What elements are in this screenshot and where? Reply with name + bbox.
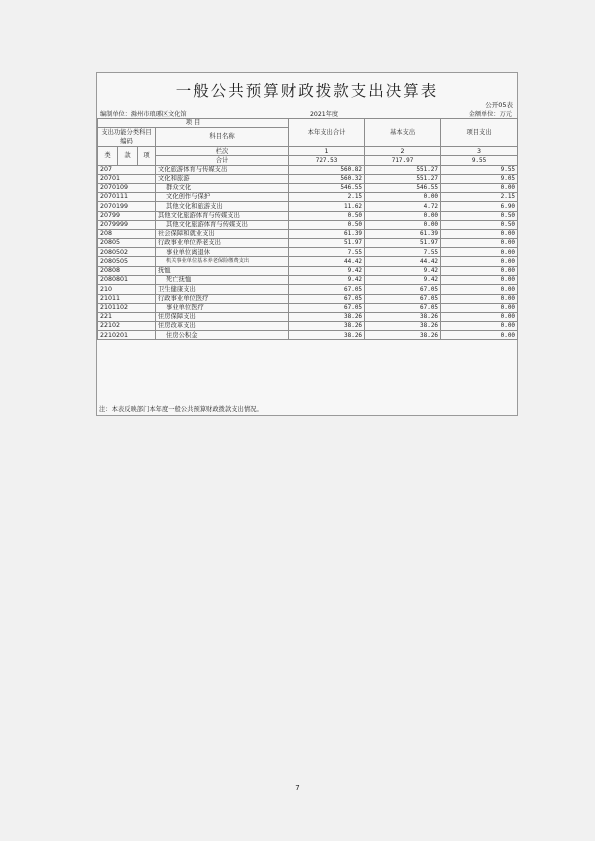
row-subject-name: [156, 202, 289, 211]
row-total: 9.42: [289, 276, 365, 285]
table-row: [98, 303, 518, 312]
table-row: [98, 285, 518, 294]
row-subject-name: [156, 248, 289, 257]
row-project: 0.00: [441, 183, 518, 192]
row-subject-name: [156, 229, 289, 238]
row-subject-name: [156, 183, 289, 192]
table-row: [98, 183, 518, 192]
page-title: 一般公共预算财政拨款支出决算表: [175, 82, 439, 100]
row-basic: 0.00: [365, 193, 441, 202]
row-total: 38.26: [289, 312, 365, 321]
header-col1: 1: [289, 147, 365, 156]
subject-name-text: 卫生健康支出: [158, 285, 196, 293]
table-row: [98, 294, 518, 303]
row-total: 67.05: [289, 285, 365, 294]
subject-name-text: 事业单位医疗: [166, 304, 204, 312]
header-func-code: 支出功能分类科目编码: [98, 128, 156, 147]
table-row: [98, 202, 518, 211]
table-row: [98, 220, 518, 229]
row-code: 2070199: [98, 202, 156, 211]
compiling-unit: 编制单位：滁州市琅琊区文化馆: [100, 111, 187, 118]
fiscal-year: 2021年度: [310, 111, 339, 118]
row-code: 20799: [98, 211, 156, 220]
row-code: 207: [98, 165, 156, 174]
row-project: 6.90: [441, 202, 518, 211]
row-total: 546.55: [289, 183, 365, 192]
row-project: 0.00: [441, 248, 518, 257]
row-code: 2070111: [98, 193, 156, 202]
row-total: 67.05: [289, 294, 365, 303]
row-total: 0.50: [289, 220, 365, 229]
row-basic: 67.05: [365, 285, 441, 294]
table-row: [98, 193, 518, 202]
table-row: [98, 174, 518, 183]
row-code: 22102: [98, 322, 156, 331]
row-subject-name: [156, 303, 289, 312]
subject-name-text: 住房公积金: [166, 331, 198, 339]
table-row: [98, 211, 518, 220]
expenditure-table: [97, 118, 518, 340]
row-basic: 9.42: [365, 266, 441, 275]
subject-name-text: 社会保障和就业支出: [158, 230, 215, 238]
subject-name-text: 事业单位离退休: [166, 248, 211, 256]
header-row-4: [98, 147, 518, 156]
row-subject-name: [156, 165, 289, 174]
subject-name-text: 文化旅游体育与传媒支出: [158, 165, 228, 173]
row-project: 9.55: [441, 165, 518, 174]
money-unit: 金额单位：万元: [468, 111, 512, 118]
subject-name-text: 其他文化旅游体育与传媒支出: [166, 221, 248, 229]
row-code: 2070109: [98, 183, 156, 192]
row-total: 2.15: [289, 193, 365, 202]
subject-name-text: 住房保障支出: [158, 313, 196, 321]
row-basic: 0.00: [365, 211, 441, 220]
row-total: 44.42: [289, 257, 365, 267]
row-basic: 38.26: [365, 312, 441, 321]
row-project: 0.00: [441, 239, 518, 248]
subject-name-text: 其他文化和旅游支出: [166, 202, 223, 210]
row-total: 67.05: [289, 303, 365, 312]
table-row: [98, 248, 518, 257]
row-project: 0.00: [441, 303, 518, 312]
table-row: [98, 266, 518, 275]
row-subject-name: [156, 266, 289, 275]
header-project-expense: 项目支出: [441, 119, 518, 147]
header-lei: 类: [98, 147, 118, 165]
row-basic: 4.72: [365, 202, 441, 211]
row-basic: 67.05: [365, 294, 441, 303]
row-total: 51.97: [289, 239, 365, 248]
row-subject-name: [156, 331, 289, 340]
row-project: 0.00: [441, 285, 518, 294]
row-basic: 9.42: [365, 276, 441, 285]
row-code: 210: [98, 285, 156, 294]
row-total: 11.62: [289, 202, 365, 211]
row-project: 0.00: [441, 229, 518, 238]
row-project: 0.00: [441, 312, 518, 321]
subject-name-text: 死亡抚恤: [166, 276, 192, 284]
table-row: [98, 322, 518, 331]
header-row-1: [98, 119, 518, 128]
row-basic: 546.55: [365, 183, 441, 192]
row-total: 61.39: [289, 229, 365, 238]
row-code: 2080801: [98, 276, 156, 285]
row-subject-name: [156, 322, 289, 331]
table-row: [98, 276, 518, 285]
row-code: 20701: [98, 174, 156, 183]
header-column-no: 栏次: [156, 147, 289, 156]
row-code: 20808: [98, 266, 156, 275]
header-col3: 3: [441, 147, 518, 156]
row-project: 0.00: [441, 322, 518, 331]
row-code: 208: [98, 229, 156, 238]
row-basic: 0.00: [365, 220, 441, 229]
table-row: [98, 239, 518, 248]
row-subject-name: [156, 294, 289, 303]
row-basic: 38.26: [365, 322, 441, 331]
row-code: 2079999: [98, 220, 156, 229]
total-project: 9.55: [441, 156, 518, 165]
row-subject-name: [156, 257, 289, 267]
total-sum: 727.53: [289, 156, 365, 165]
row-basic: 551.27: [365, 174, 441, 183]
subject-name-text: 群众文化: [166, 184, 192, 192]
row-project: 0.50: [441, 220, 518, 229]
row-subject-name: [156, 193, 289, 202]
total-basic: 717.97: [365, 156, 441, 165]
row-project: 0.00: [441, 294, 518, 303]
page-number: 7: [295, 784, 300, 792]
subject-name-text: 行政事业单位医疗: [158, 294, 209, 302]
row-project: 0.00: [441, 266, 518, 275]
row-subject-name: [156, 285, 289, 294]
subject-name-text: 住房改革支出: [158, 322, 196, 330]
row-code: 221: [98, 312, 156, 321]
row-basic: 7.55: [365, 248, 441, 257]
row-code: 2080502: [98, 248, 156, 257]
header-xiang: 项: [138, 147, 156, 165]
row-basic: 61.39: [365, 229, 441, 238]
row-subject-name: [156, 276, 289, 285]
row-subject-name: [156, 174, 289, 183]
row-code: 2080505: [98, 257, 156, 267]
table-row: [98, 331, 518, 340]
total-row: [98, 156, 518, 165]
header-kuan: 款: [118, 147, 138, 165]
table-row: [98, 257, 518, 267]
header-subject-name: 科目名称: [156, 128, 289, 147]
row-code: 21011: [98, 294, 156, 303]
row-project: 2.15: [441, 193, 518, 202]
row-project: 0.00: [441, 257, 518, 267]
row-subject-name: [156, 312, 289, 321]
row-total: 560.32: [289, 174, 365, 183]
row-basic: 38.26: [365, 331, 441, 340]
subject-name-text: 文化创作与保护: [166, 193, 211, 201]
row-subject-name: [156, 211, 289, 220]
row-code: 20805: [98, 239, 156, 248]
form-number: 公开05表: [485, 101, 513, 109]
subject-name-text: 抚恤: [158, 267, 171, 275]
row-subject-name: [156, 220, 289, 229]
row-code: 2101102: [98, 303, 156, 312]
header-project: 项 目: [98, 119, 289, 128]
row-basic: 44.42: [365, 257, 441, 267]
row-project: 0.00: [441, 276, 518, 285]
row-project: 0.00: [441, 331, 518, 340]
row-subject-name: [156, 239, 289, 248]
table-row: [98, 229, 518, 238]
row-total: 9.42: [289, 266, 365, 275]
header-total: 本年支出合计: [289, 119, 365, 147]
table-row: [98, 165, 518, 174]
row-total: 7.55: [289, 248, 365, 257]
row-project: 9.05: [441, 174, 518, 183]
footnote: 注：本表反映部门本年度一般公共预算财政拨款支出情况。: [99, 406, 263, 413]
subject-name-text: 机关事业单位基本养老保险缴费支出: [166, 258, 250, 265]
table-row: [98, 312, 518, 321]
row-total: 560.82: [289, 165, 365, 174]
row-basic: 551.27: [365, 165, 441, 174]
row-code: 2210201: [98, 331, 156, 340]
row-basic: 51.97: [365, 239, 441, 248]
budget-sheet: [96, 72, 518, 416]
row-basic: 67.05: [365, 303, 441, 312]
total-label: 合计: [156, 156, 289, 165]
meta-row: [100, 109, 514, 118]
row-total: 38.26: [289, 331, 365, 340]
subject-name-text: 其他文化旅游体育与传媒支出: [158, 211, 240, 219]
row-total: 0.50: [289, 211, 365, 220]
row-total: 38.26: [289, 322, 365, 331]
header-basic: 基本支出: [365, 119, 441, 147]
header-col2: 2: [365, 147, 441, 156]
row-project: 0.50: [441, 211, 518, 220]
subject-name-text: 行政事业单位养老支出: [158, 239, 221, 247]
subject-name-text: 文化和旅游: [158, 175, 190, 183]
